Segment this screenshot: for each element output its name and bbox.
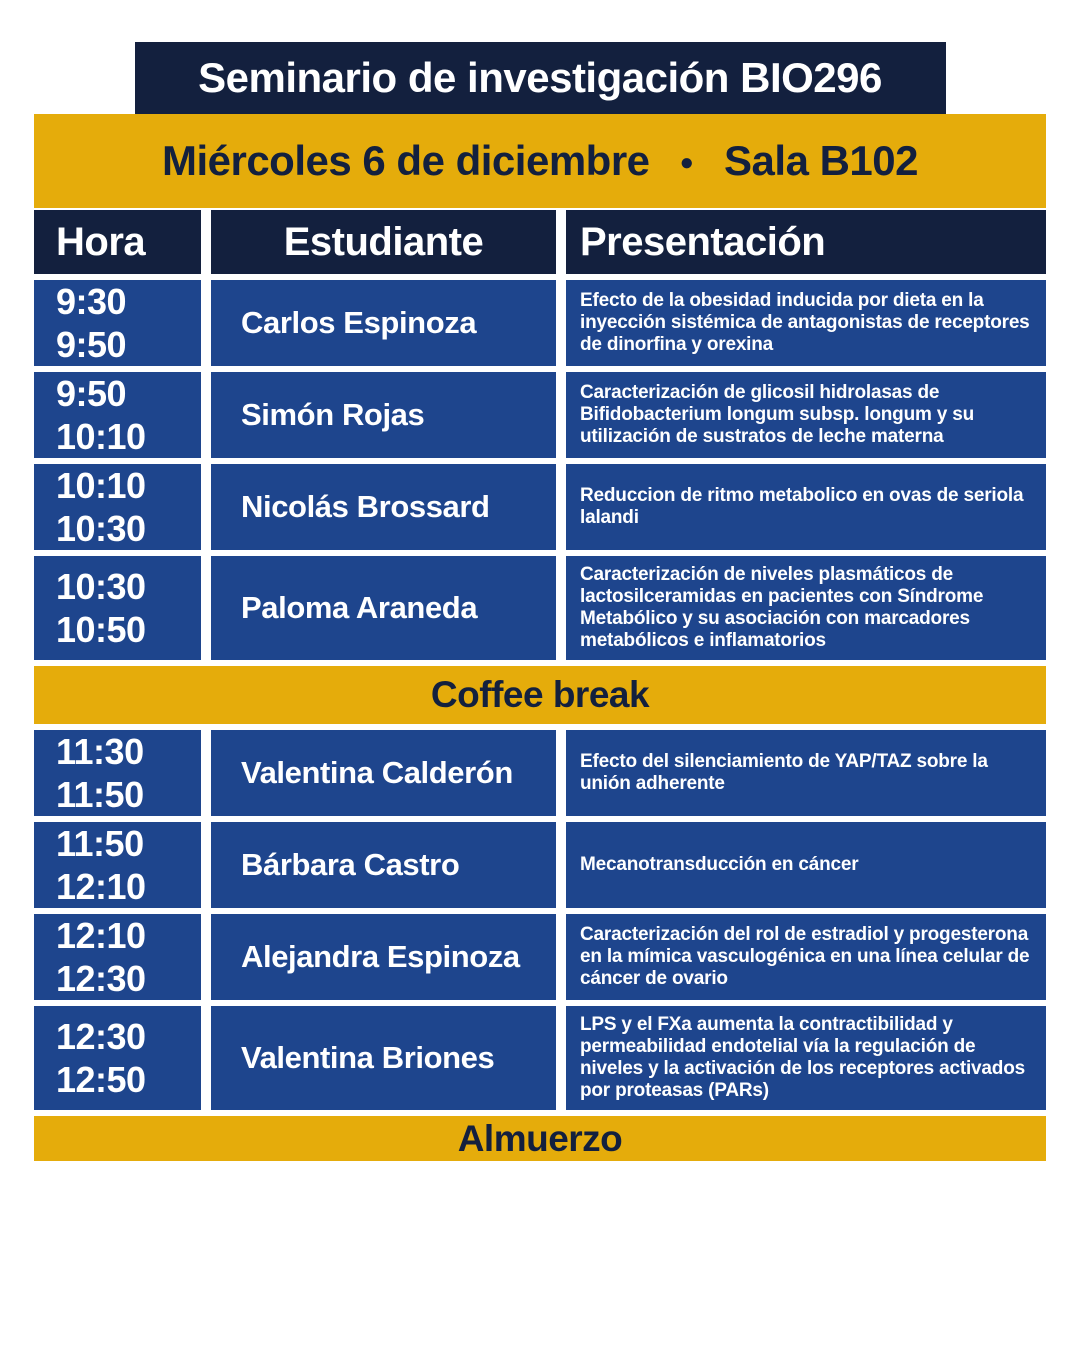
schedule-table	[34, 210, 1046, 1161]
column-header-presentacion: Presentación	[566, 210, 1046, 274]
bullet-separator-icon: ●	[679, 149, 695, 176]
presentation-title-text: Caracterización del rol de estradiol y progesterona en la mímica vasculogénica en una línea celular de cáncer de ovario	[580, 924, 1030, 989]
session-time	[34, 914, 201, 1000]
student-name: Simón Rojas	[211, 372, 556, 458]
session-time	[34, 464, 201, 550]
session-time	[34, 280, 201, 366]
student-name: Nicolás Brossard	[211, 464, 556, 550]
presentation-title	[566, 730, 1046, 816]
table-header-row	[34, 210, 1046, 274]
session-time	[34, 730, 201, 816]
student-name: Paloma Araneda	[211, 556, 556, 660]
session-start-time: 12:30	[56, 1016, 146, 1057]
coffee-break-band: Coffee break	[34, 666, 1046, 724]
session-time	[34, 556, 201, 660]
presentation-title-text: Mecanotransducción en cáncer	[580, 854, 859, 875]
column-header-hora: Hora	[34, 210, 201, 274]
session-start-time: 12:10	[56, 915, 146, 956]
session-end-time: 10:30	[56, 508, 146, 549]
session-start-time: 9:30	[56, 281, 127, 322]
presentation-title-text: LPS y el FXa aumenta la contractibilidad y permeabilidad endotelial vía la regulación de niveles y la activación de los receptores activados por proteasas (PARs)	[580, 1014, 1025, 1101]
presentation-title-text: Reduccion de ritmo metabolico en ovas de seriola lalandi	[580, 485, 1024, 528]
presentation-title	[566, 556, 1046, 660]
session-time	[34, 1006, 201, 1110]
session-end-time: 11:50	[56, 774, 144, 815]
student-name: Valentina Briones	[211, 1006, 556, 1110]
table-row	[34, 280, 1046, 366]
seminar-room: Sala B102	[724, 137, 919, 184]
session-start-time: 11:30	[56, 731, 144, 772]
presentation-title	[566, 822, 1046, 908]
table-row	[34, 730, 1046, 816]
lunch-band: Almuerzo	[34, 1116, 1046, 1161]
session-time	[34, 372, 201, 458]
schedule-rows	[34, 280, 1046, 1161]
session-end-time: 12:10	[56, 866, 146, 907]
session-start-time: 10:10	[56, 465, 146, 506]
session-end-time: 12:30	[56, 958, 146, 999]
presentation-title	[566, 372, 1046, 458]
presentation-title-text: Efecto de la obesidad inducida por dieta en la inyección sistémica de antagonistas de receptores de dinorfina y orexina	[580, 290, 1030, 355]
student-name: Alejandra Espinoza	[211, 914, 556, 1000]
student-name: Valentina Calderón	[211, 730, 556, 816]
session-end-time: 9:50	[56, 324, 127, 365]
poster-title-bar	[135, 42, 946, 114]
poster-title: Seminario de investigación BIO296	[198, 54, 882, 101]
student-name: Bárbara Castro	[211, 822, 556, 908]
presentation-title	[566, 280, 1046, 366]
session-start-time: 11:50	[56, 823, 144, 864]
student-name: Carlos Espinoza	[211, 280, 556, 366]
presentation-title	[566, 914, 1046, 1000]
table-row	[34, 914, 1046, 1000]
date-room-band	[34, 114, 1046, 208]
session-start-time: 9:50	[56, 373, 127, 414]
table-row	[34, 822, 1046, 908]
presentation-title	[566, 1006, 1046, 1110]
session-time	[34, 822, 201, 908]
session-end-time: 10:10	[56, 416, 146, 457]
presentation-title	[566, 464, 1046, 550]
session-end-time: 10:50	[56, 609, 146, 650]
presentation-title-text: Efecto del silenciamiento de YAP/TAZ sobre la unión adherente	[580, 751, 988, 794]
column-header-estudiante: Estudiante	[211, 210, 556, 274]
presentation-title-text: Caracterización de niveles plasmáticos de lactosilceramidas en pacientes con Síndrome Metabólico y su asociación con marcadores metabólicos e inflamatorios	[580, 564, 984, 651]
seminar-date: Miércoles 6 de diciembre	[161, 137, 650, 184]
seminar-schedule-poster	[0, 42, 1080, 1350]
presentation-title-text: Caracterización de glicosil hidrolasas de Bifidobacterium longum subsp. longum y su utilización de sustratos de leche materna	[580, 382, 974, 447]
session-end-time: 12:50	[56, 1059, 146, 1100]
table-row	[34, 372, 1046, 458]
table-row	[34, 464, 1046, 550]
session-start-time: 10:30	[56, 566, 146, 607]
table-row	[34, 556, 1046, 660]
table-row	[34, 1006, 1046, 1110]
